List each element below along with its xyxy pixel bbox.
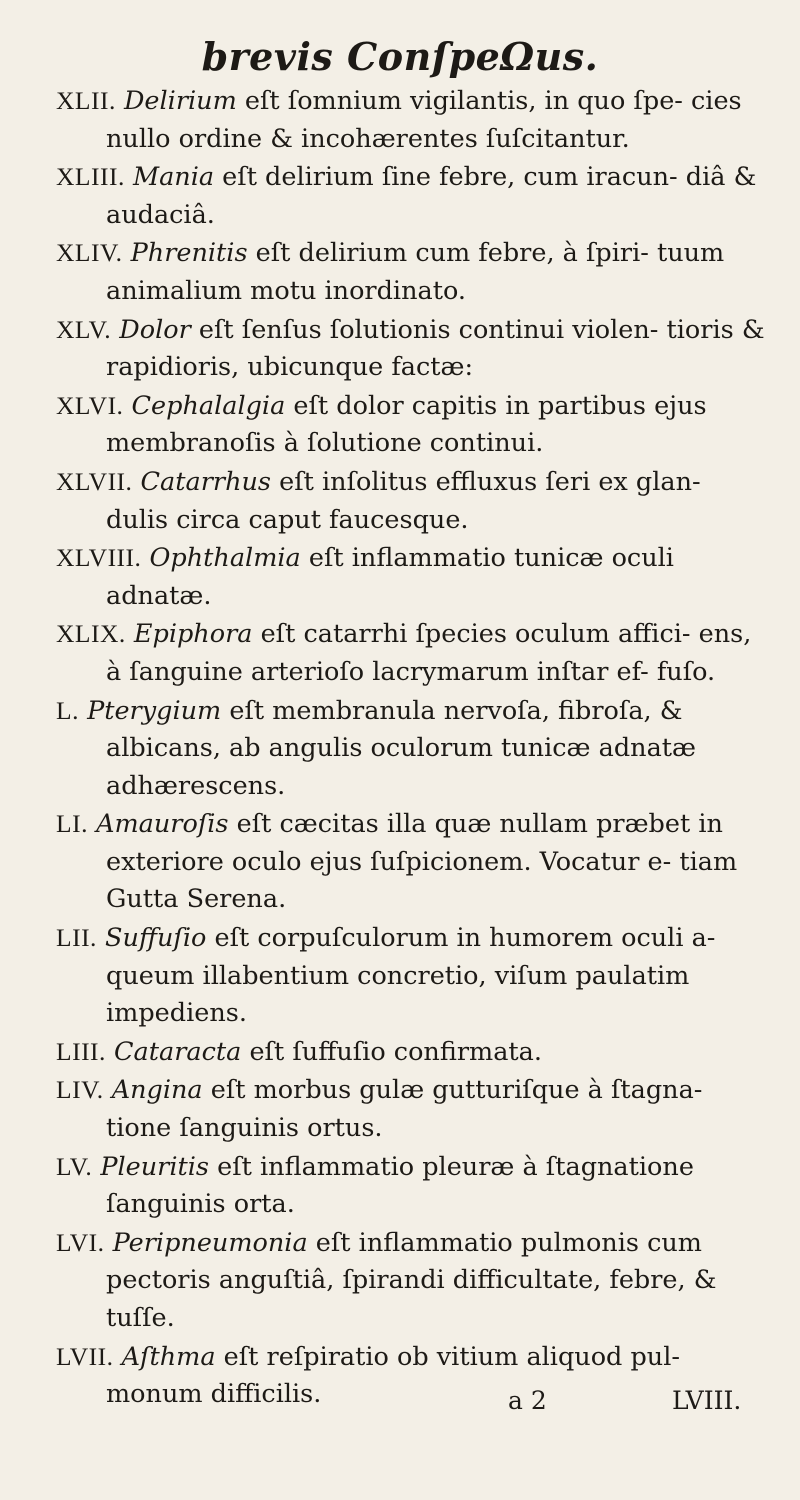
definition-entry (56, 1224, 766, 1338)
entry-term: Catarrhus (140, 466, 272, 497)
entry-term: Angina (111, 1075, 203, 1106)
entry-definition: eſt corpuſculorum in humorem oculi a- queum illabentium concretio, viſum paulatim impediens. (106, 923, 716, 1029)
entry-term: Cataracta (114, 1036, 242, 1067)
definition-entry (56, 1338, 766, 1414)
entry-definition: eſt inſolitus effluxus ſeri ex glan- dulis circa caput faucesque. (106, 466, 701, 535)
definition-entry (56, 692, 766, 806)
entry-term: Mania (132, 162, 215, 193)
entry-number: XLIII. (56, 162, 125, 192)
entry-number: XLVI. (56, 390, 124, 420)
entry-term: Epiphora (133, 619, 253, 650)
entry-term: Peripneumonia (112, 1227, 308, 1258)
entry-term: Delirium (123, 86, 237, 116)
definition-entry (56, 387, 766, 463)
entry-term: Ophthalmia (149, 543, 301, 574)
entry-definition: eſt membranula nervoſa, fibroſa, & albicans, ab angulis oculorum tunicæ adnatæ adhærescens. (106, 695, 696, 801)
entry-number: XLII. (56, 86, 116, 115)
entry-definition: eſt inflammatio pulmonis cum pectoris anguſtiâ, ſpirandi difficultate, febre, & tuſſe. (106, 1227, 717, 1333)
entry-number: L. (56, 695, 79, 725)
entry-term: Amauroſis (96, 809, 229, 840)
definition-entry (56, 1148, 766, 1224)
entry-number: XLV. (56, 314, 112, 344)
entry-term: Phrenitis (130, 238, 248, 269)
entry-definition: eſt ſuffuſio confirmata. (249, 1036, 542, 1067)
entry-definition: eſt ſomnium vigilantis, in quo ſpe- cies nullo ordine & incohærentes ſuſcitantur. (106, 86, 742, 154)
entry-definition: eſt delirium cum febre, à ſpiri- tuum animalium motu inordinato. (106, 238, 725, 306)
definition-entry (56, 234, 766, 310)
definition-entry (56, 539, 766, 615)
entry-definition: eſt inflammatio tunicæ oculi adnatæ. (106, 543, 674, 611)
entry-number: XLIV. (56, 238, 123, 268)
entry-definition: eſt cæcitas illa quæ nullam præbet in exteriore oculo ejus ſuſpicionem. Vocatur e- tiam Gutta Serena. (106, 809, 738, 915)
definition-list (56, 82, 766, 1414)
definition-entry (56, 615, 766, 691)
definition-entry (56, 463, 766, 539)
entry-definition: eſt ſenſus ſolutionis continui violen- tioris & rapidioris, ubicunque factæ: (106, 314, 765, 383)
entry-number: LIII. (56, 1036, 106, 1066)
entry-term: Pterygium (87, 695, 222, 726)
entry-term: Dolor (119, 314, 191, 345)
entry-number: XLVII. (56, 466, 133, 496)
entry-definition: eſt reſpiratio ob vitium aliquod pul- monum difficilis. (106, 1341, 681, 1410)
catchword: LVIII. (672, 1386, 742, 1415)
entry-number: XLVIII. (56, 543, 142, 573)
entry-number: LV. (56, 1151, 93, 1181)
definition-entry (56, 82, 766, 158)
running-header: brevis ConſpeΩus. (201, 34, 599, 79)
entry-definition: eſt catarrhi ſpecies oculum affici- ens, à ſanguine arterioſo lacrymarum inſtar ef- fuſo. (106, 619, 752, 687)
entry-definition: eſt delirium ſine febre, cum iracun- diâ & audaciâ. (106, 162, 757, 230)
entry-term: Suffuſio (105, 923, 207, 954)
definition-entry (56, 158, 766, 234)
entry-definition: eſt morbus gulæ gutturiſque à ſtagna- tione ſanguinis ortus. (106, 1075, 703, 1144)
entry-number: XLIX. (56, 619, 126, 649)
entry-number: LIV. (56, 1075, 104, 1105)
entry-term: Aſthma (121, 1341, 216, 1372)
signature-mark: a 2 (508, 1386, 547, 1415)
definition-entry (56, 1071, 766, 1147)
definition-entry (56, 1033, 766, 1072)
entry-number: LVII. (56, 1341, 114, 1371)
entry-term: Cephalalgia (131, 390, 286, 421)
entry-definition: eſt dolor capitis in partibus ejus membranoſis à ſolutione continui. (106, 390, 707, 459)
definition-entry (56, 805, 766, 919)
entry-definition: eſt inflammatio pleuræ à ſtagnatione ſanguinis orta. (106, 1151, 694, 1220)
entry-number: LI. (56, 809, 88, 839)
entry-number: LVI. (56, 1227, 105, 1257)
entry-term: Pleuritis (100, 1151, 210, 1182)
definition-entry (56, 919, 766, 1033)
entry-number: LII. (56, 923, 97, 953)
definition-entry (56, 311, 766, 387)
